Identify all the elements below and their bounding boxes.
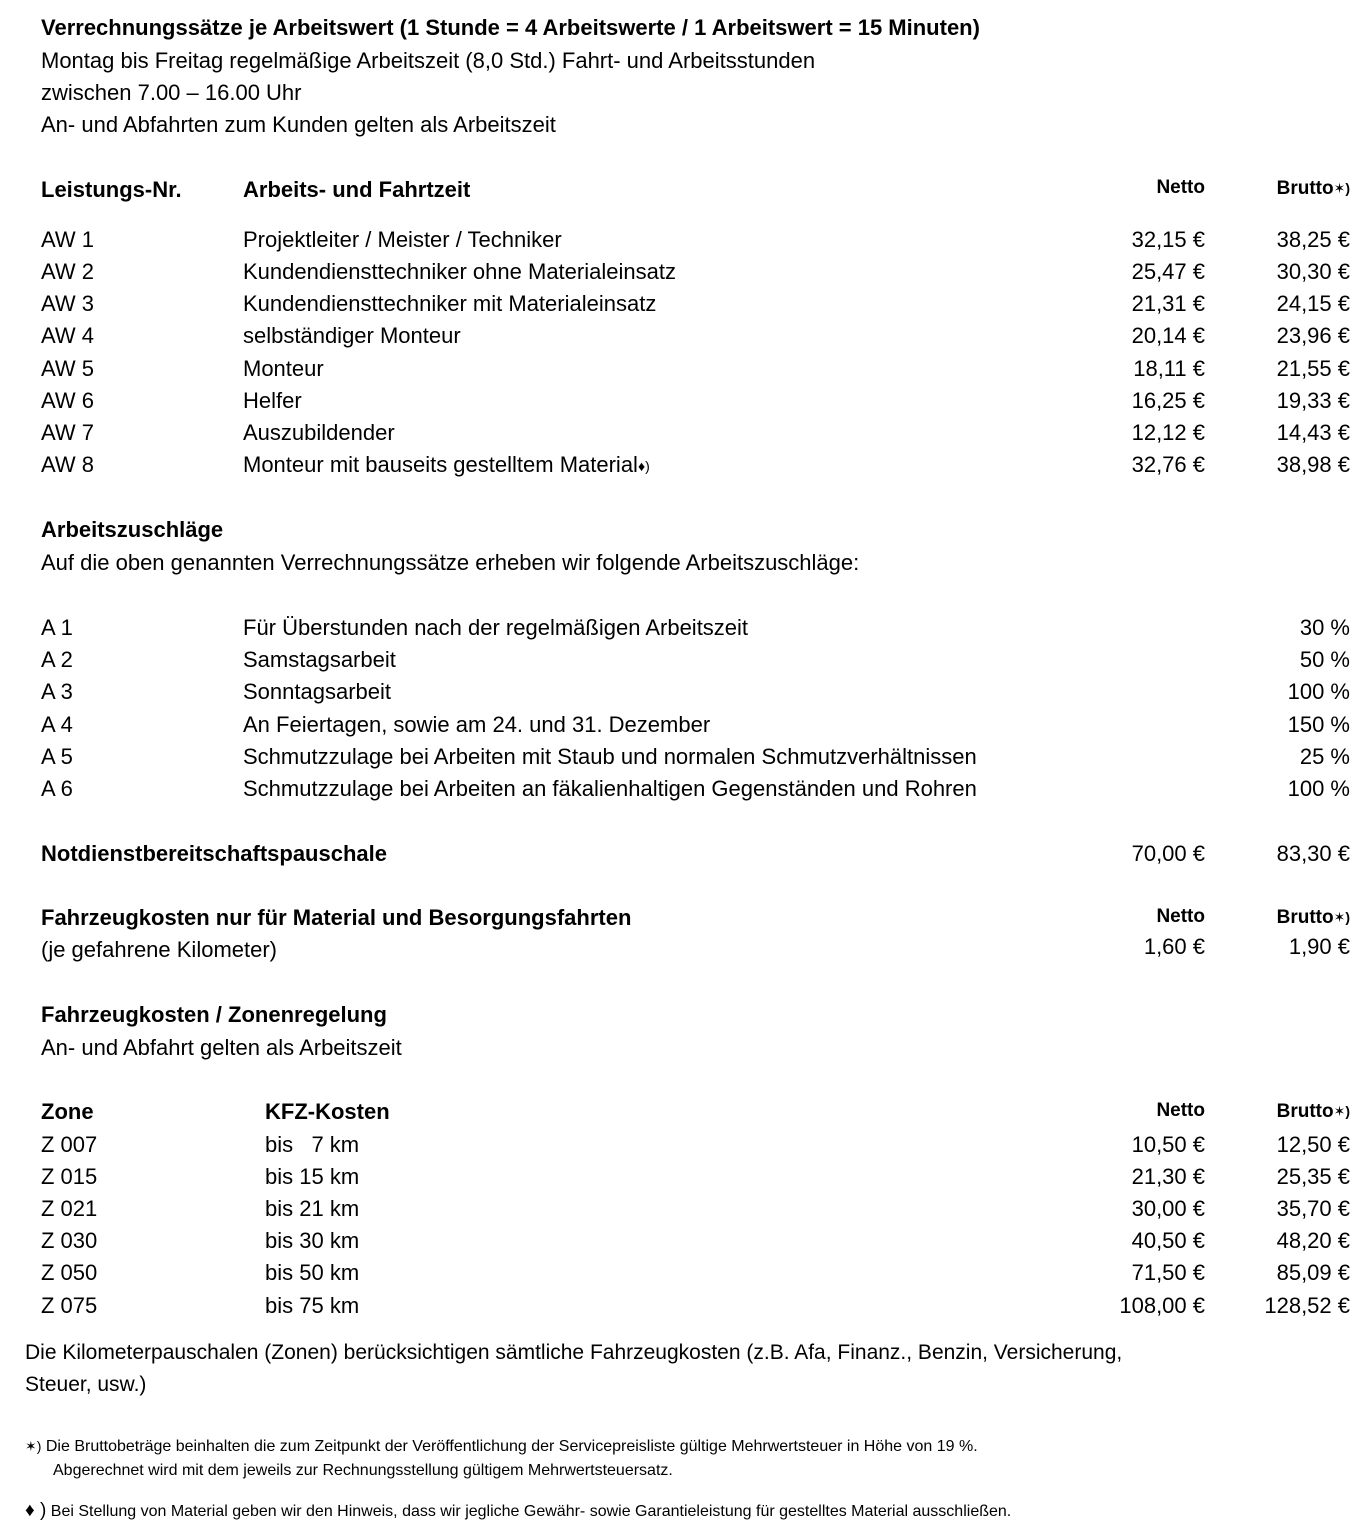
star-mark: ✶) (25, 1438, 42, 1454)
table-row-value: 100 % (1287, 679, 1350, 704)
table-row-desc: Helfer (243, 388, 302, 413)
table-row-brutto: 48,20 € (1276, 1228, 1350, 1253)
col-header-desc: Arbeits- und Fahrtzeit (243, 177, 471, 202)
table-row-brutto: 21,55 € (1276, 356, 1350, 381)
col-header-netto: Netto (1156, 1100, 1205, 1121)
col-header-brutto: Brutto✶) (1276, 1101, 1350, 1122)
table-row-netto: 20,14 € (1131, 323, 1205, 348)
intro-title: Verrechnungssätze je Arbeitswert (1 Stunde = 4 Arbeitswerte / 1 Arbeitswert = 15 Minuten) (41, 15, 980, 40)
footnote-star-line: Abgerechnet wird mit dem jeweils zur Rechnungsstellung gültigem Mehrwertsteuersatz. (53, 1462, 673, 1479)
table-row-desc: Für Überstunden nach der regelmäßigen Arbeitszeit (243, 615, 749, 640)
table-row-zone: Z 030 (41, 1228, 98, 1253)
table-row-nr: AW 8 (41, 452, 94, 477)
table-row-nr: AW 7 (41, 420, 94, 445)
table-row-netto: 40,50 € (1131, 1228, 1205, 1253)
table-row-brutto: 14,43 € (1276, 420, 1350, 445)
table-row-nr: AW 4 (41, 323, 94, 348)
table-row-brutto: 38,25 € (1276, 227, 1350, 252)
table-row-netto: 25,47 € (1131, 259, 1205, 284)
table-row-nr: A 2 (41, 647, 73, 672)
table-row-range: bis 75 km (265, 1293, 360, 1318)
table-row-value: 25 % (1299, 744, 1350, 769)
table-row-netto: 21,30 € (1131, 1164, 1205, 1189)
table-row-netto: 18,11 € (1133, 356, 1205, 381)
vehicle-km-brutto: 1,90 € (1288, 934, 1350, 959)
table-row-nr: AW 2 (41, 259, 94, 284)
intro-line: An- und Abfahrten zum Kunden gelten als Arbeitszeit (41, 112, 556, 137)
table-row-netto: 10,50 € (1131, 1132, 1205, 1157)
table-row-desc: Sonntagsarbeit (243, 679, 391, 704)
emergency-brutto: 83,30 € (1276, 841, 1350, 866)
star-mark: ✶) (1333, 909, 1350, 925)
table-row-value: 30 % (1299, 615, 1350, 640)
table-row-netto: 16,25 € (1131, 388, 1205, 413)
diamond-mark: ♦ ) (25, 1500, 47, 1521)
table-row-nr: AW 3 (41, 291, 94, 316)
table-row-brutto: 85,09 € (1276, 1260, 1350, 1285)
table-row-desc: Auszubildender (243, 420, 395, 445)
table-row-nr: A 4 (41, 712, 73, 737)
table-row-netto: 21,31 € (1131, 291, 1205, 316)
table-row-netto: 108,00 € (1119, 1293, 1205, 1318)
surcharges-title: Arbeitszuschläge (41, 517, 224, 542)
table-row-desc: Projektleiter / Meister / Techniker (243, 227, 562, 252)
table-row-netto: 12,12 € (1131, 420, 1205, 445)
table-row-zone: Z 015 (41, 1164, 98, 1189)
table-row-zone: Z 075 (41, 1293, 98, 1318)
table-row-zone: Z 007 (41, 1132, 98, 1157)
vehicle-km-brutto-header: Brutto✶) (1276, 907, 1350, 928)
table-row-nr: A 3 (41, 679, 73, 704)
table-row-range: bis 50 km (265, 1260, 360, 1285)
table-row-range: bis 21 km (265, 1196, 360, 1221)
table-row-brutto: 30,30 € (1276, 259, 1350, 284)
col-header-brutto: Brutto✶) (1276, 178, 1350, 199)
table-row-nr: A 6 (41, 776, 73, 801)
table-row-range: bis 7 km (265, 1132, 360, 1157)
emergency-label: Notdienstbereitschaftspauschale (41, 841, 387, 866)
table-row-nr: AW 6 (41, 388, 94, 413)
table-row-nr: AW 5 (41, 356, 94, 381)
col-header-nr: Leistungs-Nr. (41, 177, 182, 202)
diamond-mark: ♦) (637, 458, 650, 474)
emergency-netto: 70,00 € (1131, 841, 1205, 866)
table-row-desc: Kundendiensttechniker mit Materialeinsatz (243, 291, 657, 316)
table-row-nr: AW 1 (41, 227, 94, 252)
table-row-nr: A 1 (41, 615, 73, 640)
intro-line: Montag bis Freitag regelmäßige Arbeitszeit (8,0 Std.) Fahrt- und Arbeitsstunden (41, 48, 816, 73)
table-row-netto: 71,50 € (1131, 1260, 1205, 1285)
col-header-kfz: KFZ-Kosten (265, 1099, 390, 1124)
zones-subtitle: An- und Abfahrt gelten als Arbeitszeit (41, 1035, 402, 1060)
table-row-brutto: 35,70 € (1276, 1196, 1350, 1221)
table-row-zone: Z 021 (41, 1196, 98, 1221)
vehicle-km-netto-header: Netto (1156, 906, 1205, 927)
vehicle-km-subtitle: (je gefahrene Kilometer) (41, 937, 278, 962)
table-row-range: bis 15 km (265, 1164, 360, 1189)
table-row-desc: Monteur (243, 356, 324, 381)
table-row-brutto: 19,33 € (1276, 388, 1350, 413)
col-header-netto: Netto (1156, 177, 1205, 198)
table-row-range: bis 30 km (265, 1228, 360, 1253)
zones-title: Fahrzeugkosten / Zonenregelung (41, 1002, 387, 1027)
table-row-value: 150 % (1287, 712, 1350, 737)
footnote-diamond: ♦ ) Bei Stellung von Material geben wir den Hinweis, dass wir jegliche Gewähr- sowie Garantieleistung für gestelltes Material ausschließen. (25, 1500, 1012, 1521)
table-row-brutto: 12,50 € (1276, 1132, 1350, 1157)
table-row-desc: An Feiertagen, sowie am 24. und 31. Dezember (243, 712, 711, 737)
vehicle-km-netto: 1,60 € (1143, 934, 1205, 959)
table-row-desc: selbständiger Monteur (243, 323, 461, 348)
vehicle-km-title: Fahrzeugkosten nur für Material und Besorgungsfahrten (41, 905, 632, 930)
table-row-brutto: 24,15 € (1276, 291, 1350, 316)
table-row-value: 50 % (1299, 647, 1350, 672)
table-row-zone: Z 050 (41, 1260, 98, 1285)
table-row-brutto: 128,52 € (1264, 1293, 1350, 1318)
table-row-nr: A 5 (41, 744, 73, 769)
table-row-brutto: 38,98 € (1276, 452, 1350, 477)
table-row-netto: 30,00 € (1131, 1196, 1205, 1221)
surcharges-subtitle: Auf die oben genannten Verrechnungssätze erheben wir folgende Arbeitszuschläge: (41, 550, 860, 575)
footnote-star: ✶) Die Bruttobeträge beinhalten die zum Zeitpunkt der Veröffentlichung der Servicepreisliste gültige Mehrwertsteuer in Höhe von 19 %. (25, 1438, 978, 1455)
zones-note-line: Steuer, usw.) (25, 1373, 147, 1396)
intro-line: zwischen 7.00 – 16.00 Uhr (41, 80, 302, 105)
table-row-desc: Samstagsarbeit (243, 647, 396, 672)
star-mark: ✶) (1333, 180, 1350, 196)
table-row-desc: Kundendiensttechniker ohne Materialeinsatz (243, 259, 676, 284)
zones-note-line: Die Kilometerpauschalen (Zonen) berücksichtigen sämtliche Fahrzeugkosten (z.B. Afa, Finanz., Benzin, Versicherung, (25, 1341, 1123, 1364)
star-mark: ✶) (1333, 1103, 1350, 1119)
table-row-desc: Monteur mit bauseits gestelltem Material♦) (243, 452, 650, 477)
table-row-netto: 32,76 € (1131, 452, 1205, 477)
table-row-value: 100 % (1287, 776, 1350, 801)
col-header-zone: Zone (41, 1099, 94, 1124)
table-row-brutto: 25,35 € (1276, 1164, 1350, 1189)
table-row-desc: Schmutzzulage bei Arbeiten mit Staub und normalen Schmutzverhältnissen (243, 744, 977, 769)
table-row-brutto: 23,96 € (1276, 323, 1350, 348)
table-row-netto: 32,15 € (1131, 227, 1205, 252)
table-row-desc: Schmutzzulage bei Arbeiten an fäkalienhaltigen Gegenständen und Rohren (243, 776, 977, 801)
